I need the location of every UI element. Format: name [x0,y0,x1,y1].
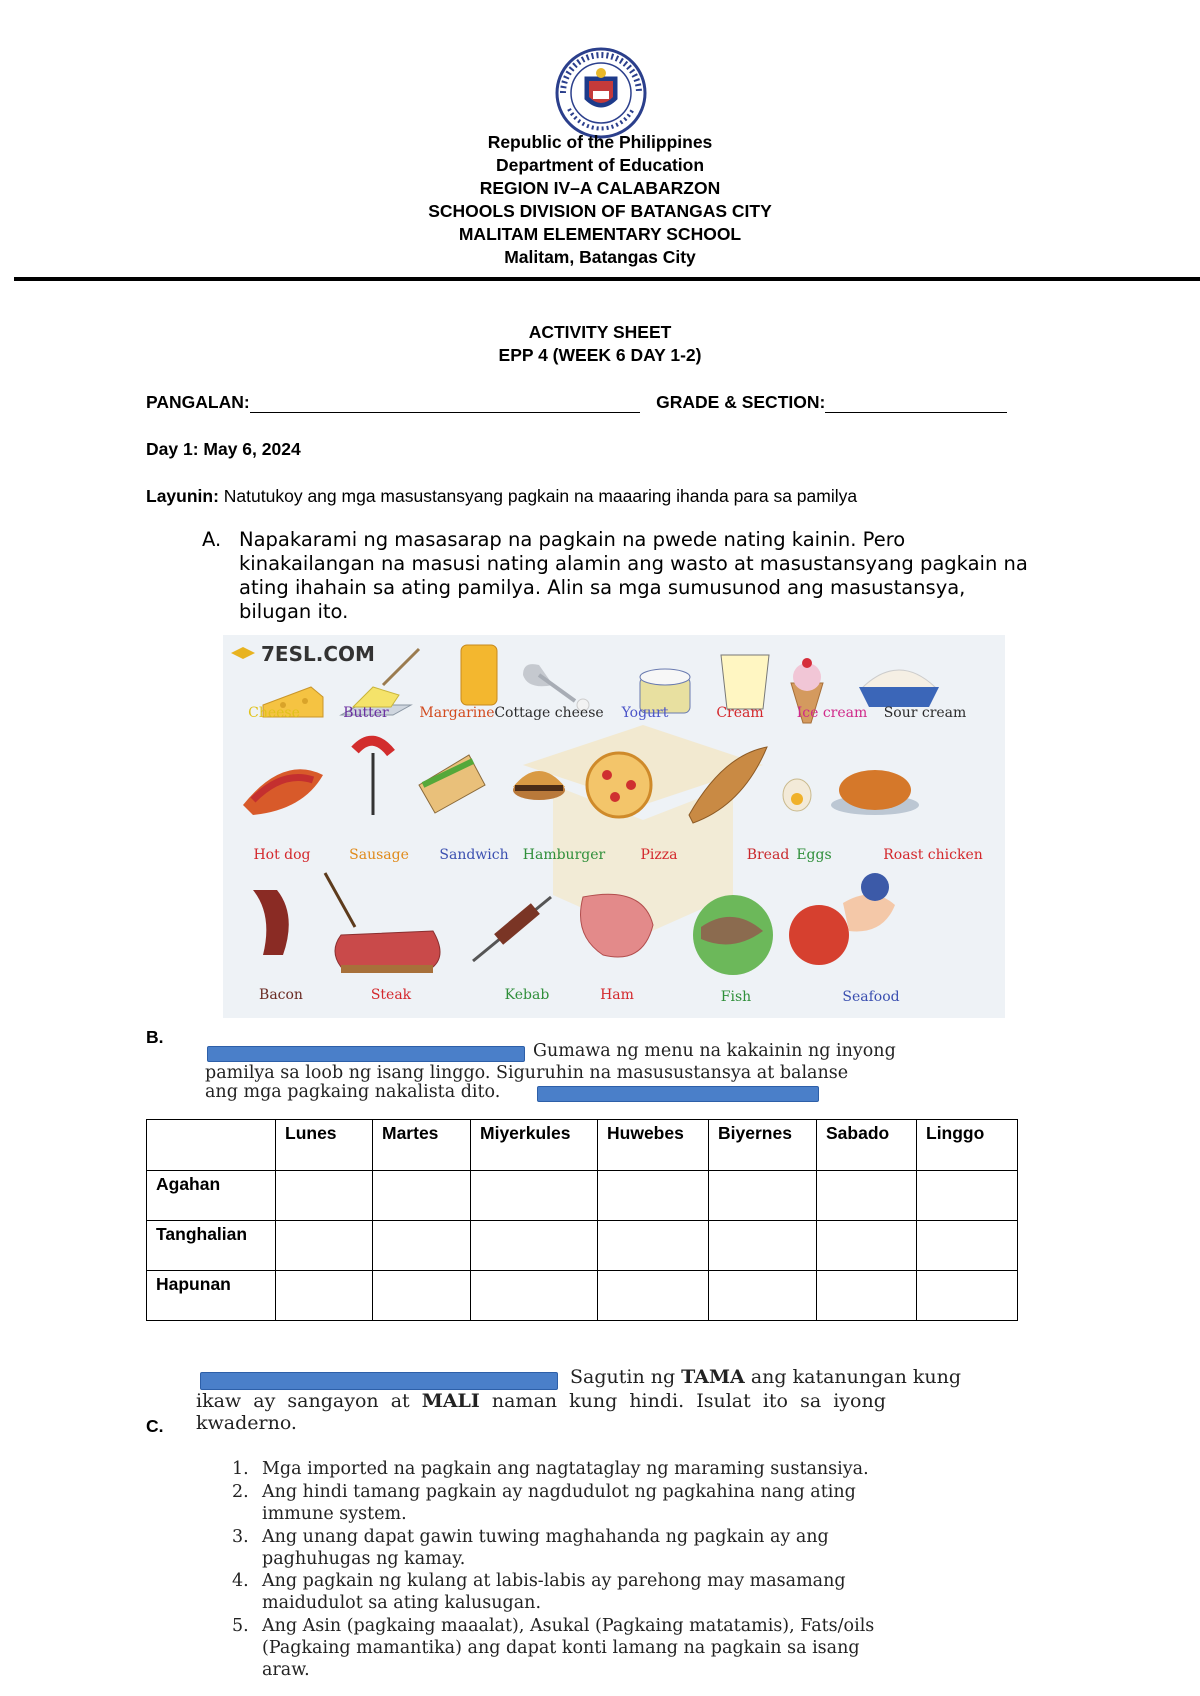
redaction-bar [537,1086,819,1102]
section-c-letter: C. [146,1416,164,1436]
menu-cell[interactable] [817,1271,917,1321]
question-number: 2. [232,1482,249,1502]
menu-cell[interactable] [373,1271,471,1321]
table-row [147,1221,1018,1271]
header-region: REGION IV–A CALABARZON [479,178,721,198]
question-text: Ang pagkain ng kulang at labis-labis ay parehong may masamang [262,1571,846,1591]
food-label: Cheese [248,705,300,721]
food-label: Yogurt [621,705,669,721]
menu-cell[interactable] [276,1221,373,1271]
menu-cell[interactable] [598,1221,709,1271]
question-number: 3. [232,1527,249,1547]
food-chart-image [223,635,1005,1018]
student-info-row [146,392,1046,413]
grade-section-label: GRADE & SECTION: [656,392,826,412]
section-c-line2-text: ikaw ay sangayon at [196,1390,422,1412]
section-c-intro [570,1366,961,1388]
section-c-line2 [196,1390,886,1412]
subject-week-title: EPP 4 (WEEK 6 DAY 1-2) [498,345,702,365]
menu-cell[interactable] [276,1271,373,1321]
food-label: Hamburger [522,847,606,863]
weekly-menu-table [146,1119,1018,1321]
menu-cell[interactable] [471,1271,598,1321]
food-label: Butter [343,705,389,721]
section-a-text [239,528,1028,624]
menu-cell[interactable] [817,1171,917,1221]
redaction-bar [207,1046,525,1062]
menu-cell[interactable] [709,1221,817,1271]
section-b-letter: B. [146,1027,164,1047]
header-address: Malitam, Batangas City [504,247,696,267]
mali-keyword: MALI [421,1390,480,1412]
question-text: immune system. [262,1504,407,1524]
menu-cell[interactable] [598,1271,709,1321]
question-number: 5. [232,1616,249,1636]
question-number: 4. [232,1571,249,1591]
question-text: Ang unang dapat gawin tuwing maghahanda ng pagkain ay ang [262,1527,829,1547]
question-text: Ang Asin (pagkaing maaalat), Asukal (Pagkaing matatamis), Fats/oils [262,1616,875,1636]
menu-cell[interactable] [709,1271,817,1321]
section-a-letter: A. [202,528,222,551]
food-label: Cream [716,705,764,721]
table-row [147,1171,1018,1221]
objective-label: Layunin: [146,486,219,506]
grade-section-blank[interactable] [825,394,1007,413]
day-date: Day 1: May 6, 2024 [146,439,301,459]
question-text: Mga imported na pagkain ang nagtataglay ng maraming sustansiya. [262,1459,869,1479]
question-text: maidudulot sa ating kalusugan. [262,1593,542,1613]
section-b-line3: ang mga pagkaing nakalista dito. [205,1082,501,1102]
food-label: Ham [600,987,634,1003]
food-label: Eggs [796,847,832,863]
table-header-day: Sabado [817,1120,917,1171]
table-header-day: Linggo [917,1120,1018,1171]
food-label: Bacon [259,987,303,1003]
menu-cell[interactable] [817,1221,917,1271]
section-a-line: ating ihahain sa ating pamilya. Alin sa mga sumusunod ang masustansya, [239,576,966,599]
food-label: Sandwich [439,847,509,863]
food-label: Sausage [349,847,409,863]
menu-cell[interactable] [917,1271,1018,1321]
food-label: Hot dog [253,847,311,863]
question-text: Ang hindi tamang pagkain ay nagdudulot ng pagkahina nang ating [262,1482,856,1502]
header-republic: Republic of the Philippines [487,132,713,152]
menu-cell[interactable] [709,1171,817,1221]
table-header-day: Biyernes [709,1120,817,1171]
objective-text: Natutukoy ang mga masustansyang pagkain na maaaring ihanda para sa pamilya [223,486,858,506]
food-label: Cottage cheese [494,705,604,721]
table-header-day: Martes [373,1120,471,1171]
food-label: Sour cream [883,705,967,721]
objective [146,486,857,507]
activity-sheet-title: ACTIVITY SHEET [528,322,672,342]
food-label: Bread [746,847,790,863]
food-label: Margarine [419,705,495,721]
question-number: 1. [232,1459,249,1479]
menu-cell[interactable] [276,1171,373,1221]
section-b-line1: Gumawa ng menu na kakainin ng inyong [533,1041,896,1061]
menu-cell[interactable] [373,1221,471,1271]
section-a-line: bilugan ito. [239,600,349,623]
header-school: MALITAM ELEMENTARY SCHOOL [458,224,742,244]
menu-cell[interactable] [373,1171,471,1221]
food-label: Ice cream [796,705,868,721]
name-blank[interactable] [250,394,640,413]
deped-seal-logo [555,47,647,139]
menu-cell[interactable] [471,1171,598,1221]
meal-label: Tanghalian [147,1221,276,1271]
table-header-day: Lunes [276,1120,373,1171]
redaction-bar [200,1372,558,1390]
question-text: (Pagkaing mamantika) ang dapat konti lamang na pagkain sa isang [262,1638,860,1658]
food-chart-art [223,635,1005,1018]
menu-cell[interactable] [917,1221,1018,1271]
tama-keyword: TAMA [681,1366,745,1388]
table-header-row [147,1120,1018,1171]
question-text: paghuhugas ng kamay. [262,1549,466,1569]
table-header-day: Miyerkules [471,1120,598,1171]
question-text: araw. [262,1660,310,1680]
section-a-line: kinakailangan na masusi nating alamin ang wasto at masustansyang pagkain na [239,552,1028,575]
table-row [147,1271,1018,1321]
section-c-line2-text: naman kung hindi. Isulat ito sa iyong [479,1390,886,1412]
table-header-day: Huwebes [598,1120,709,1171]
table-corner-cell [147,1120,276,1171]
menu-cell[interactable] [471,1221,598,1271]
name-label: PANGALAN: [146,392,250,412]
section-b-line2: pamilya sa loob ng isang linggo. Siguruhin na masusustansya at balanse [205,1063,849,1083]
brand-logo-text: 7ESL.COM [261,642,375,666]
food-label: Kebab [504,987,550,1003]
header-department: Department of Education [495,155,705,175]
food-label: Roast chicken [883,847,983,863]
section-c-intro-text: Sagutin ng [570,1366,682,1388]
header-division: SCHOOLS DIVISION OF BATANGAS CITY [428,201,772,221]
food-label: Pizza [640,847,678,863]
section-c-line3: kwaderno. [196,1412,297,1434]
meal-label: Agahan [147,1171,276,1221]
menu-cell[interactable] [917,1171,1018,1221]
food-label: Fish [720,989,752,1005]
meal-label: Hapunan [147,1271,276,1321]
food-label: Seafood [842,989,900,1005]
section-a-line: Napakarami ng masasarap na pagkain na pwede nating kainin. Pero [239,528,906,551]
header-divider [14,277,1200,281]
section-c-intro-text: ang katanungan kung [744,1366,962,1388]
menu-cell[interactable] [598,1171,709,1221]
food-label: Steak [370,987,412,1003]
